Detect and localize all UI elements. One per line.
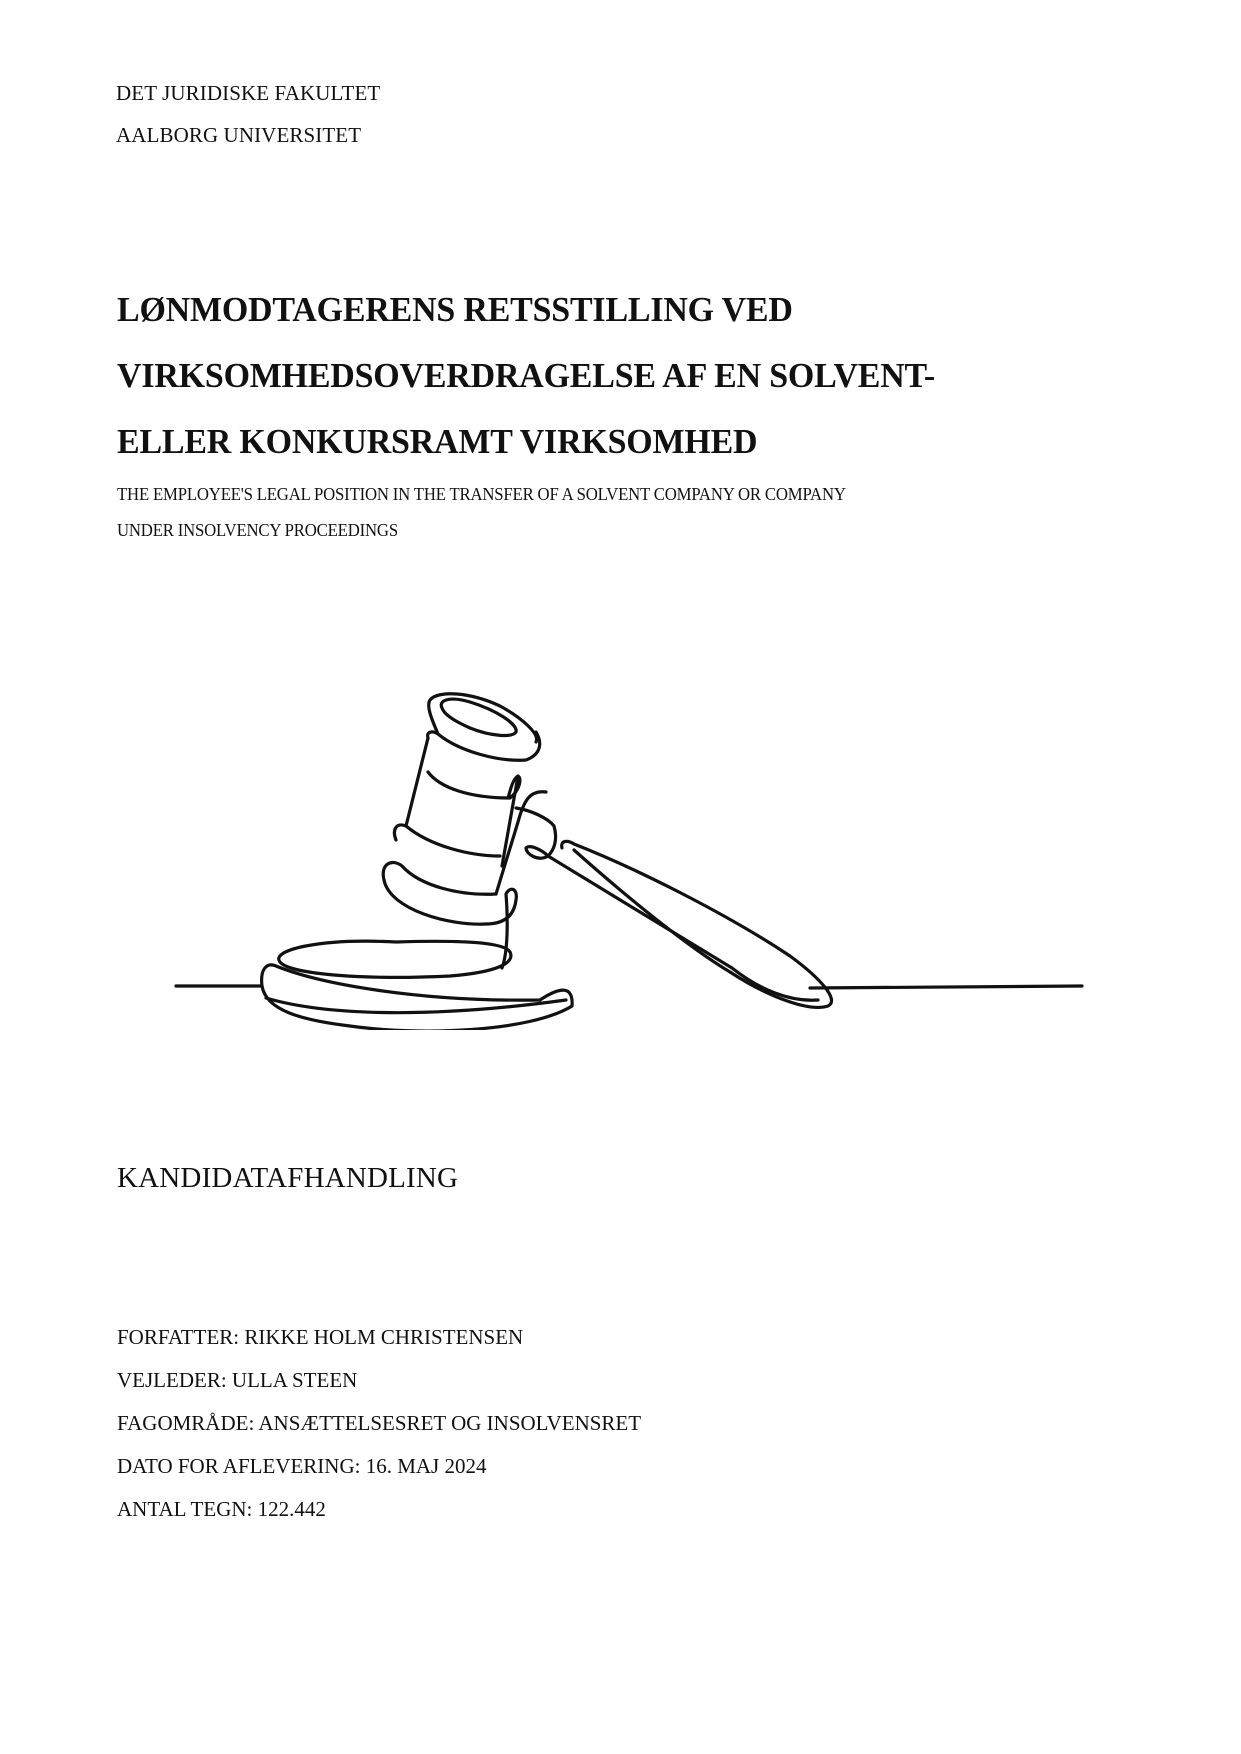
author: FORFATTER: RIKKE HOLM CHRISTENSEN — [117, 1325, 524, 1349]
title-line-3: ELLER KONKURSRAMT VIRKSOMHED — [117, 422, 758, 461]
document-type: KANDIDATAFHANDLING — [117, 1162, 459, 1194]
title-line-1: LØNMODTAGERENS RETSSTILLING VED — [117, 290, 793, 329]
field-of-study: FAGOMRÅDE: ANSÆTTELSESRET OG INSOLVENSRET — [117, 1411, 642, 1435]
university-name: AALBORG UNIVERSITET — [116, 123, 362, 147]
title-line-2: VIRKSOMHEDSOVERDRAGELSE AF EN SOLVENT- — [117, 356, 936, 395]
subtitle-line-2: UNDER INSOLVENCY PROCEEDINGS — [117, 520, 398, 540]
submission-date: DATO FOR AFLEVERING: 16. MAJ 2024 — [117, 1454, 487, 1478]
thesis-title — [117, 277, 935, 475]
thesis-metadata — [117, 1316, 641, 1531]
subtitle-line-1: THE EMPLOYEE'S LEGAL POSITION IN THE TRANSFER OF A SOLVENT COMPANY OR COMPANY — [117, 484, 846, 504]
character-count: ANTAL TEGN: 122.442 — [117, 1497, 326, 1521]
gavel-icon — [170, 680, 1090, 1030]
thesis-subtitle-english — [117, 476, 846, 548]
faculty-name: DET JURIDISKE FAKULTET — [116, 81, 381, 105]
institution-header — [116, 72, 380, 156]
supervisor: VEJLEDER: ULLA STEEN — [117, 1368, 358, 1392]
